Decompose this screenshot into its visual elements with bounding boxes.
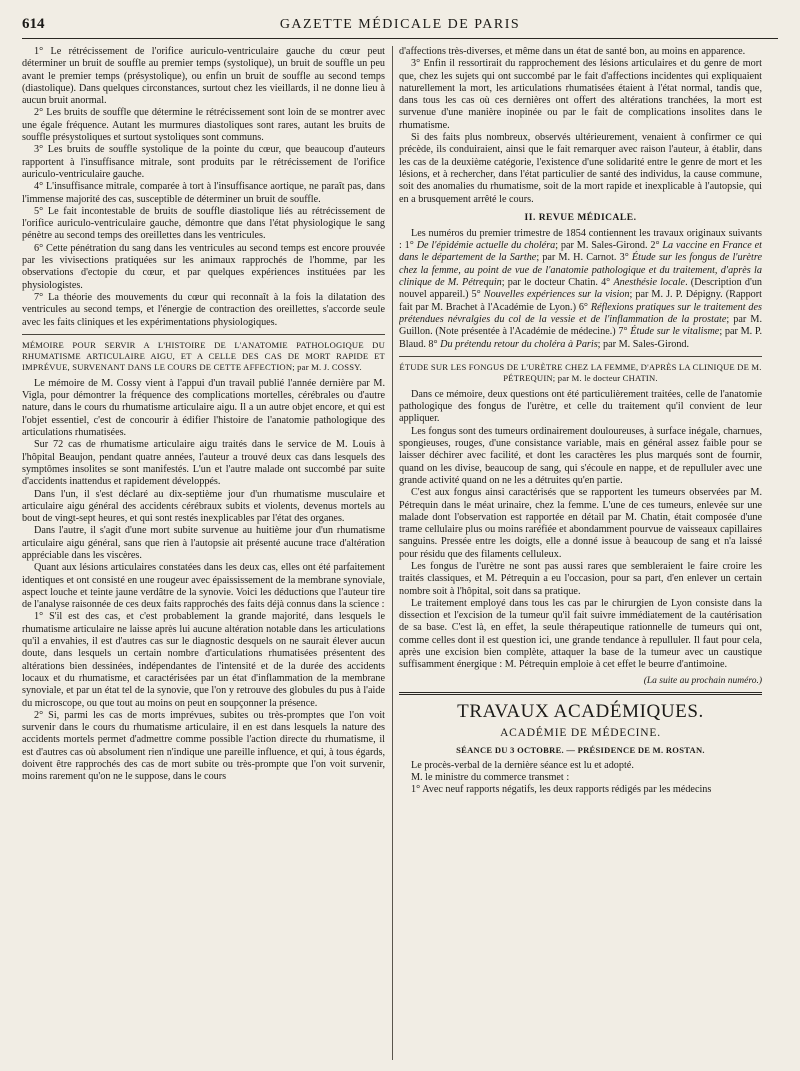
memoire-heading: MÉMOIRE POUR SERVIR A L'HISTOIRE DE L'ANATOMIE PATHOLOGIQUE DU RHUMATISME ARTICULAIRE AIGU, ET A CELLE DES CAS DE MORT RAPIDE ET IMPRÉVUE, SURVENANT DANS LE COURS DE CETTE AFFECTION; par M. J. COSSY.	[22, 339, 385, 372]
body-paragraph: Quant aux lésions articulaires constatées dans les deux cas, elles ont été parfaitement identiques et ont consisté en une rougeur avec épaississement de la membrane synoviale, aspect louche et teinte jaune verdâtre de la synovie. Voici les déductions que l'auteur tire de l'analyse raisonnée de ces deux faits rapprochés des faits déjà connus dans la science :	[22, 562, 385, 611]
conclusion-paragraph: 4° L'insuffisance mitrale, comparée à tort à l'insuffisance aortique, ne paraît pas, dans l'immense majorité des cas, susceptible de déterminer un bruit de souffle.	[22, 181, 385, 205]
conclusion-paragraph: 7° La théorie des mouvements du cœur qui reconnaît à la fois la dilatation des ventricules au second temps, et l'énergie de contraction des oreillettes, s'accorde seule avec les faits cliniques et les expérimentations physiologiques.	[22, 291, 385, 328]
revue-text: ; par le docteur Chatin. 4°	[501, 277, 614, 289]
seance-line: SÉANCE DU 3 OCTOBRE. — PRÉSIDENCE DE M. ROSTAN.	[456, 744, 705, 755]
work-title: Du prétendu retour du choléra à Paris	[440, 338, 598, 350]
conclusion-paragraph: 3° Les bruits de souffle systolique de la pointe du cœur, que beaucoup d'auteurs rapportent à l'insuffisance mitrale, sont produits par le rétrécissement de l'orifice auriculo-ventriculaire gauche.	[22, 144, 385, 180]
body-paragraph: Sur 72 cas de rhumatisme articulaire aigu traités dans le service de M. Louis à l'hôpital Beaujon, pendant quatre années, l'auteur a trouvé deux cas dans lesquels des symptômes insolites se sont manifestés. L'un et l'autre malade ont succombé par suite d'accidents inattendus et rapidement développés.	[22, 439, 385, 488]
revue-text: ; par M. Sales-Girond. 2°	[555, 240, 663, 252]
columns	[22, 46, 778, 1060]
travaux-title: TRAVAUX ACADÉMIQUES.	[457, 700, 704, 722]
revue-text: ; par M. Guillon. (Note présentée à l'Académie de médecine.) 7°	[399, 313, 762, 338]
conclusion-paragraph: 2° Les bruits de souffle que détermine le rétrécissement sont loin de se montrer avec une égale fréquence. Autant les murmures diastoliques sont rares, autant les bruits de souffle présystoliques et surtout systoliques sont communs.	[22, 107, 385, 144]
revue-text: Les numéros du premier trimestre de 1854 contiennent les travaux originaux suivants : 1°	[399, 227, 762, 252]
body-paragraph: Dans ce mémoire, deux questions ont été particulièrement traitées, celle de l'anatomie pathologique des fongus de l'urètre, et celle du traitement qu'il convient de leur appliquer.	[399, 388, 762, 425]
revue-text: ; par M. Sales-Girond.	[597, 338, 690, 350]
work-title: Anesthésie locale	[613, 277, 686, 289]
body-paragraph: 1° Avec neuf rapports négatifs, les deux rapports rédigés par les médecins	[411, 784, 712, 796]
revue-text: ; par M. P. Blaud. 8°	[399, 326, 762, 350]
body-paragraph: Les fongus sont des tumeurs ordinairement douloureuses, à surface inégale, charnues, spongieuses, rouges, d'une consistance variable, mais en général assez faible pour se laisser déchirer avec facilité, et dont les caractères les plus marqués sont de fournir, quand on les divise, beaucoup de sang, qui s'écoule en nappe, et de repulluler avec une grande activité quand on ne les a détruites qu'en partie.	[399, 425, 762, 486]
body-paragraph: Le procès-verbal de la dernière séance est lu et adopté.	[411, 759, 634, 771]
column-divider	[392, 46, 393, 1060]
work-title: Étude sur les fongus de l'urètre chez la femme, au point de vue de l'anatomie pathologique et du traitement, d'après la clinique de M. Pétrequin	[399, 252, 762, 289]
work-title: La vaccine en France et dans le département de la Sarthe	[399, 240, 762, 264]
body-paragraph: Les fongus de l'urètre ne sont pas aussi rares que sembleraient le faire croire les traités classiques, et M. Pétrequin a eu l'occasion, pour sa part, d'en enlever un certain nombre soit à l'hôpital, soit dans sa pratique.	[399, 560, 762, 597]
revue-text: . (Description d'un nouvel appareil.) 5°	[399, 277, 762, 301]
etude-heading: ÉTUDE SUR LES FONGUS DE L'URÈTRE CHEZ LA FEMME, D'APRÈS LA CLINIQUE DE M. PÉTREQUIN; par M. le docteur CHATIN.	[399, 361, 762, 383]
page-number: 614	[22, 16, 45, 32]
revue-paragraph	[399, 228, 762, 351]
body-paragraph: d'affections très-diverses, et même dans un état de santé bon, au moins en apparence.	[399, 46, 746, 57]
conclusion-paragraph: 6° Cette pénétration du sang dans les ventricules au second temps est encore prouvée par les vivisections pratiquées sur les animaux rapprochés de l'homme, par les observations d'ectopie du cœur, et par quelques expériences instituées par les physiologistes.	[22, 242, 385, 291]
work-title: Nouvelles expériences sur la vision	[483, 289, 630, 301]
conclusion-paragraph: 5° Le fait incontestable de bruits de souffle diastolique liés au rétrécissement de l'orifice auriculo-ventriculaire gauche, démontre que dans l'état physiologique le sang pénètre au second temps des oreillettes dans les ventricules.	[22, 205, 385, 242]
body-paragraph: Le mémoire de M. Cossy vient à l'appui d'un travail publié l'année dernière par M. Vigla, pour démontrer la fréquence des complications mortelles, cérébrales ou d'autre nature, dans le cours du rhumatisme articulaire aigu. Il a un autre objet encore, et qui est l'objet essentiel, c'est de concourir à édifier l'histoire de l'anatomie pathologique des articulations rhumatisées.	[22, 377, 385, 439]
double-rule	[399, 692, 762, 695]
page-header	[22, 14, 778, 39]
left-column	[22, 46, 385, 1060]
body-paragraph: Le traitement employé dans tous les cas par le chirurgien de Lyon consiste dans la dissection et l'excision de la tumeur qu'il fait suivre immédiatement de la cautérisation de sa base. C'est là, en effet, la seule thérapeutique rationnelle de tumeurs qui ont, comme celles dont il est question ici, une grande tendance à repulluler. Il faut pour cela, après une excision bien complète, attaquer la base de la tumeur avec un caustique suffisamment énergique : M. Pétrequin emploie à cet effet le beurre d'antimoine.	[399, 597, 762, 671]
conclusions-list	[22, 46, 385, 329]
body-paragraph: M. le ministre du commerce transmet :	[411, 771, 570, 783]
memoire-body	[22, 378, 385, 784]
body-paragraph: Si des faits plus nombreux, observés ultérieurement, venaient à confirmer ce qui précède, ils conduiraient, ainsi que le fait remarquer avec raison l'auteur, à établir, dans les cas de la deuxième catégorie, l'existence d'une solidarité entre le genre de mort et les lésions, et à rechercher, dans l'état particulier de santé des individus, la cause commune, soit des anomalies du rhumatisme, soit de la mort rapide et inexplicable à l'autopsie, qui en a brusquement arrêté le cours.	[399, 132, 762, 205]
continued-note: (La suite au prochain numéro.)	[643, 675, 762, 686]
work-title: Étude sur le vitalisme	[630, 326, 720, 338]
body-paragraph: Dans l'autre, il s'agit d'une mort subite survenue au huitième jour d'un rhumatisme articulaire aigu général, sans que rien à l'autopsie ait présenté aucune trace d'altération appréciable dans les viscères.	[22, 525, 385, 561]
work-title: De l'épidémie actuelle du choléra	[416, 240, 556, 252]
journal-title: GAZETTE MÉDICALE DE PARIS	[279, 17, 521, 32]
revue-text: ; par M. J. P. Dépigny. (Rapport fait par M. Brachet à l'Académie de Lyon.) 6°	[399, 289, 762, 313]
body-paragraph: Dans l'un, il s'est déclaré au dix-septième jour d'un rhumatisme musculaire et articulaire aigu général des accidents cérébraux subits et violents, devenus mortels au bout de vingt-sept heures, et qui sont restés inexplicables par l'état des organes.	[22, 488, 385, 525]
work-title: Réflexions pratiques sur le traitement des prétendues névralgies du col de la vessie et de l'inflammation de la prostate	[399, 301, 762, 325]
section-rule	[22, 334, 385, 335]
revue-text: ; par M. H. Carnot. 3°	[536, 252, 632, 264]
body-paragraph: C'est aux fongus ainsi caractérisés que se rapportent les tumeurs observées par M. Pétrequin dans le méat urinaire, chez la femme. L'une de ces tumeurs, enlevée sur une malade dont l'observation est rapportée en détail par M. Chatin, était composée d'une trame cellulaire plus ou moins raréfiée et abondamment pourvue de vaisseaux capillaires sanguins. Pressée entre les doigts, elle a donné issue à beaucoup de sang et n'a laissé pour résidu que des filaments celluleux.	[399, 487, 762, 560]
section-title-revue: II. REVUE MÉDICALE.	[524, 212, 637, 223]
body-paragraph: 1° S'il est des cas, et c'est probablement la grande majorité, dans lesquels le rhumatisme articulaire ne laisse après lui aucune altération notable dans les articulations qu'il a envahies, il est d'autres cas sur le diagnostic desquels on ne saurait élever aucun doute, dans lesquels un certain nombre d'articulations rhumatisées présentent des altérations bien dessinées, indépendantes de l'intensité et de la durée des accidents locaux et du rhumatisme, et caractérisées par un état d'inflammation de la membrane synoviale, et par un état tel de la synovie, que l'on y retrouve des globules du pus à l'aide du microscope, ou que tout au moins on peut en soupçonner la présence.	[22, 611, 385, 709]
academie-subtitle: ACADÉMIE DE MÉDECINE.	[500, 726, 661, 739]
body-paragraph: 2° Si, parmi les cas de morts imprévues, subites ou très-promptes que l'on voit survenir dans le cours du rhumatisme articulaire, il en est dans lesquels la nature des accidents mortels permet d'admettre comme possible l'action directe du rhumatisme, il est d'autres cas où absolument rien n'indique une pareille influence, et qui, à tous égards, doivent être rapprochés des cas de mort subite ou très-prompte que l'on voit survenir, moins rarement qu'on ne le suppose, dans le cours	[22, 709, 385, 783]
body-paragraph: 3° Enfin il ressortirait du rapprochement des lésions articulaires et du genre de mort que, chez les sujets qui ont succombé par le fait d'affections incidentes qui expliquaient naturellement la mort, les articulations rhumatisées étaient à l'état normal, tandis que, dans tous les cas où ces dernières ont offert des altérations tranchées, la mort est survenue d'une manière inopinée ou par le fait de complications insolites dans le rhumatisme.	[399, 58, 762, 131]
conclusion-paragraph: 1° Le rétrécissement de l'orifice auriculo-ventriculaire gauche du cœur peut déterminer un bruit de souffle au premier temps (systolique), un bruit de souffle un peu avant le premier temps (présystolique), ou enfin un bruit de souffle au second temps (diastolique). Dans quelques circonstances, surtout chez les vieillards, il ne donne lieu à aucun bruit anormal.	[22, 46, 385, 107]
newspaper-page	[22, 14, 778, 1060]
section-rule	[399, 356, 762, 357]
right-column	[399, 46, 762, 1060]
